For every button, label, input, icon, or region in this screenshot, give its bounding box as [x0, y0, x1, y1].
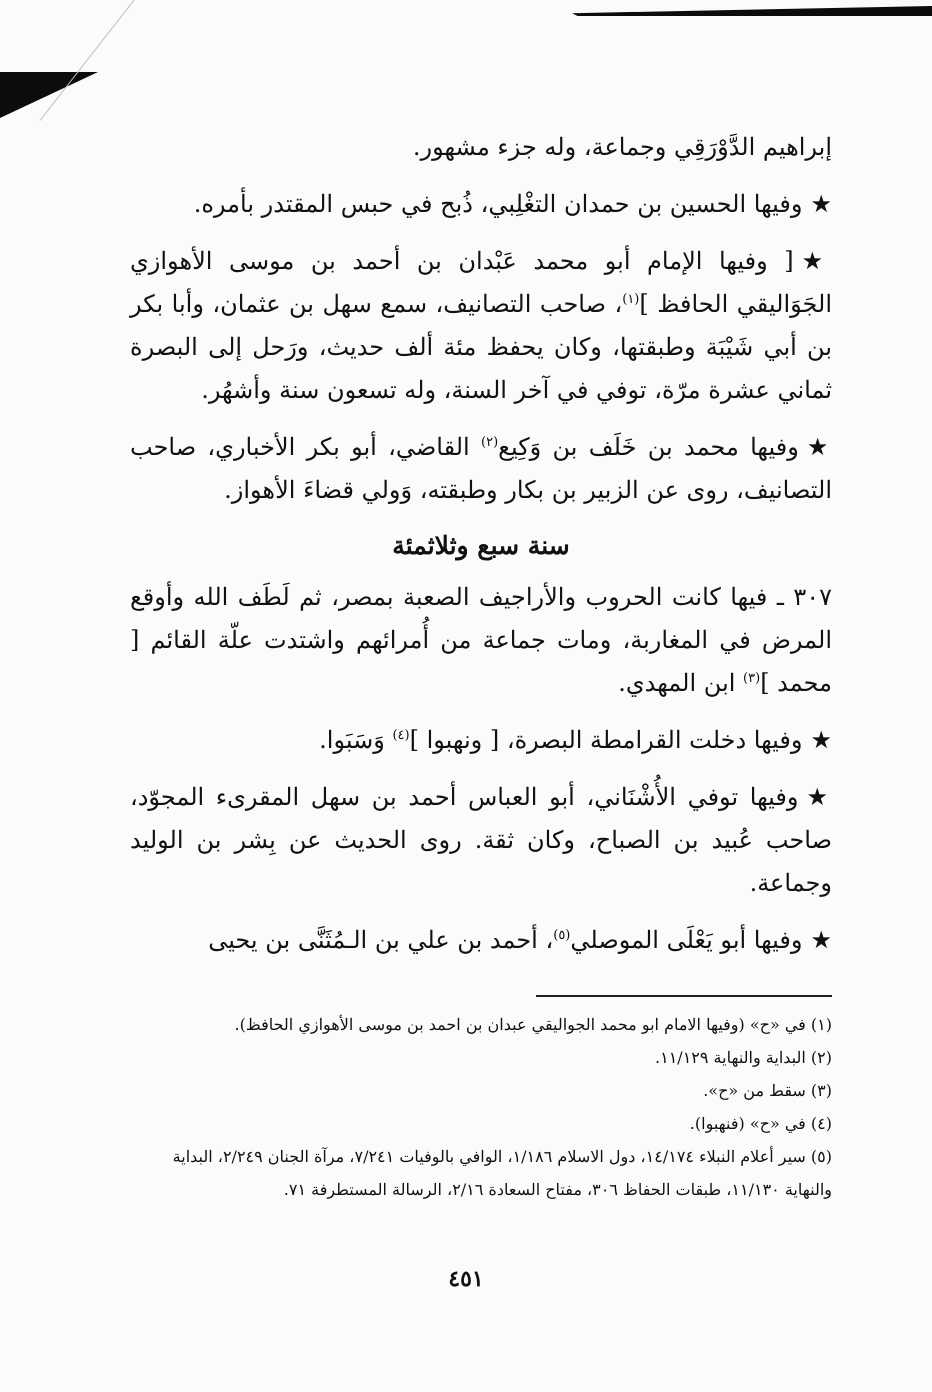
page-number: ٤٥١ — [448, 1266, 484, 1292]
scan-edge-shadow-top — [572, 6, 932, 24]
paragraph-text: ، صاحب التصانيف، سمع سهل بن عثمان، وأبا بكر بن أبي شَيْبَة وطبقتها، وكان يحفظ مئة ألف حديث، ورَحل إلى البصرة ثماني عشرة مرّة، توفي في آخر السنة، وله تسعون سنة وأشهُر. — [130, 290, 832, 404]
footnote-ref: (٤) — [392, 728, 410, 743]
paragraph-text: القاضي، أبو بكر الأخباري، صاحب التصانيف، روى عن الزبير بن بكار وطبقته، وَولي قضاءَ الأهواز. — [130, 433, 832, 504]
paragraph-text: ٣٠٧ ـ فيها كانت الحروب والأراجيف الصعبة بمصر، ثم لَطَف الله وأوقع المرض في المغاربة، ومات جماعة من أُمرائهم واشتدت علّة القائم [ محمد ] — [130, 583, 832, 697]
footnote: (٢) البداية والنهاية ١١/١٢٩. — [655, 1048, 832, 1067]
paragraph — [130, 183, 832, 226]
star-icon: ★ — [810, 190, 832, 218]
paragraph-text: [ وفيها الإمام أبو محمد عَبْدان بن أحمد بن موسى الأهوازي الجَوَاليقي الحافظ ] — [130, 247, 832, 318]
paragraph — [130, 126, 832, 169]
paragraph — [130, 776, 832, 905]
paragraph-text: وفيها توفي الأُشْنَاني، أبو العباس أحمد بن سهل المقرىء المجوّد، صاحب عُبيد بن الصباح، وكان ثقة. روى الحديث عن بِشر بن الوليد وجماعة. — [130, 783, 832, 897]
paragraph-text: ، أحمد بن علي بن الـمُثَنَّى بن يحيى — [208, 926, 554, 954]
footnote: (٤) في «ح» (فنهبوا). — [689, 1114, 832, 1133]
footnote: (٥) سير أعلام النبلاء ١٤/١٧٤، دول الاسلام ١/١٨٦، الوافي بالوفيات ٧/٢٤١، مرآة الجنان ٢/٢٤٩، البداية والنهاية ١١/١٣٠، طبقات الحفاظ ٣٠٦، مفتاح السعادة ٢/١٦، الرسالة المستطرفة ٧١. — [172, 1147, 832, 1199]
star-icon: ★ — [801, 247, 833, 275]
star-icon: ★ — [810, 726, 832, 754]
scan-edge-shadow-left — [0, 72, 98, 118]
footnote-ref: (٣) — [743, 671, 761, 686]
paragraph — [130, 426, 832, 512]
paragraph — [130, 919, 832, 962]
section-heading: سنة سبع وثلاثمئة — [392, 531, 570, 560]
paragraph — [130, 576, 832, 705]
footnote: (١) في «ح» (وفيها الامام ابو محمد الجواليقي عبدان بن احمد بن موسى الأهوازي الحافظ). — [234, 1015, 832, 1034]
star-icon: ★ — [806, 783, 833, 811]
footnotes — [140, 1008, 832, 1206]
paragraph-text: إبراهيم الدَّوْرَقِي وجماعة، وله جزء مشهور. — [412, 133, 832, 161]
paragraph-text: وَسَبَوا. — [319, 726, 393, 754]
star-icon: ★ — [810, 926, 832, 954]
paragraph-text: ابن المهدي. — [618, 669, 744, 697]
footnote-ref: (٢) — [481, 435, 499, 450]
paragraph-text: وفيها أبو يَعْلَى الموصلي — [570, 926, 803, 954]
footnote-ref: (٥) — [553, 928, 571, 943]
main-text — [130, 126, 832, 976]
paragraph-text: وفيها الحسين بن حمدان التغْلِبي، ذُبح في حبس المقتدر بأمره. — [193, 190, 803, 218]
star-icon: ★ — [806, 433, 833, 461]
footnote-divider — [536, 995, 832, 997]
paragraph-text: وفيها دخلت القرامطة البصرة، [ ونهبوا ] — [409, 726, 803, 754]
paragraph — [130, 719, 832, 762]
footnote-ref: (١) — [622, 292, 640, 307]
footnote: (٣) سقط من «ح». — [703, 1081, 832, 1100]
paragraph-text: وفيها محمد بن خَلَف بن وَكِيع — [498, 433, 799, 461]
paragraph — [130, 240, 832, 412]
